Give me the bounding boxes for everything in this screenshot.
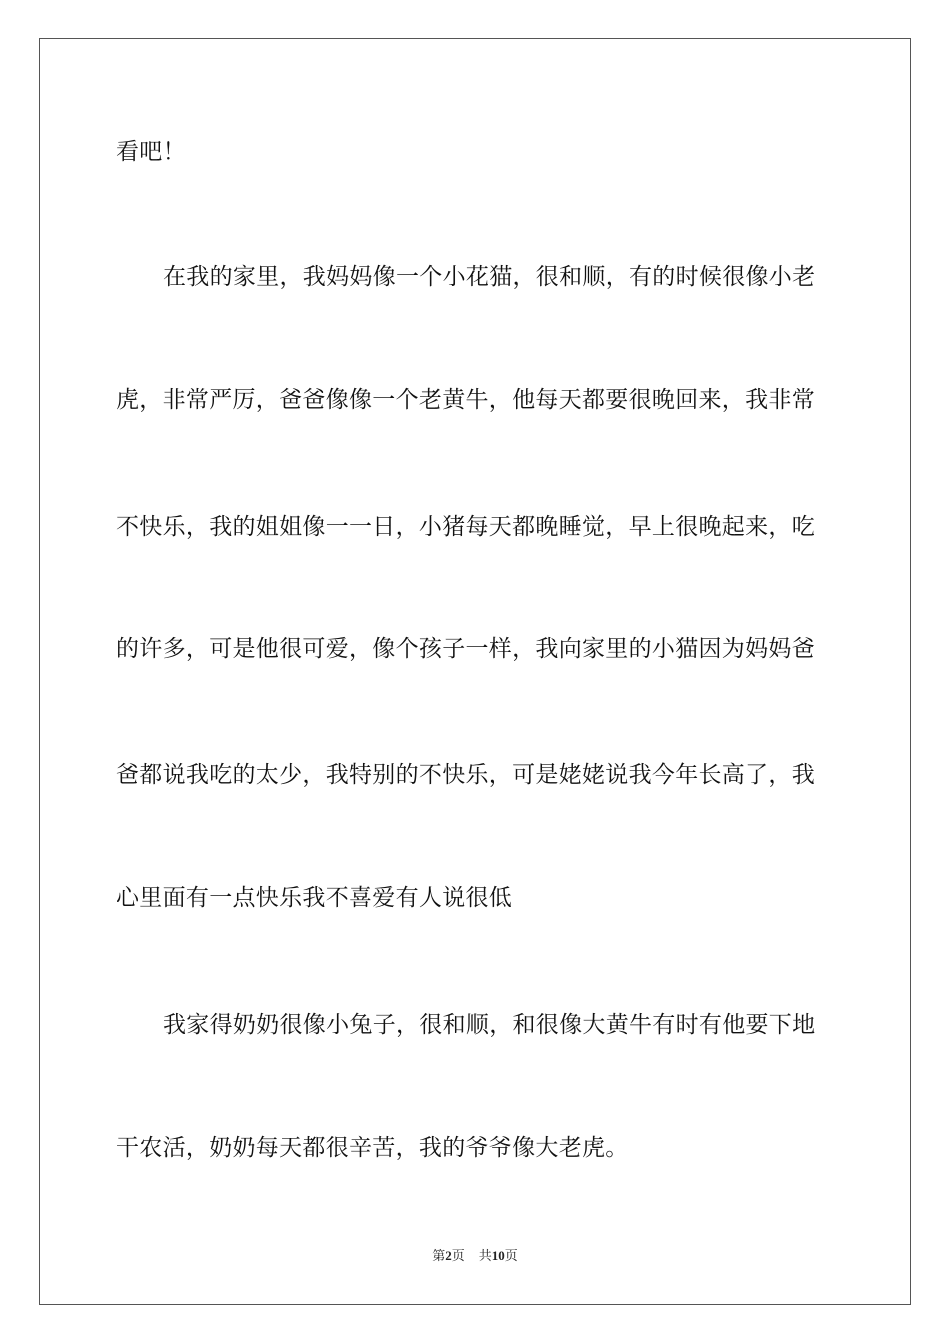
page-border: [39, 38, 911, 1305]
text-line-7: 心里面有一点快乐我不喜爱有人说很低: [116, 885, 513, 911]
text-line-3: 虎，非常严厉，爸爸像像一个老黄牛，他每天都要很晚回来，我非常: [116, 387, 815, 413]
page-prefix: 第: [432, 1248, 446, 1263]
text-line-6: 爸都说我吃的太少，我特别的不快乐，可是姥姥说我今年长高了，我: [116, 762, 815, 788]
page-suffix: 页: [451, 1248, 465, 1263]
text-line-8: 我家得奶奶很像小兔子，很和顺，和很像大黄牛有时有他要下地: [163, 1012, 816, 1038]
total-pages: 10: [491, 1248, 505, 1263]
text-line-4: 不快乐，我的姐姐像一一日，小猪每天都晚睡觉，早上很晚起来，吃: [116, 514, 815, 540]
text-line-5: 的许多，可是他很可爱，像个孩子一样，我向家里的小猫因为妈妈爸: [116, 636, 815, 662]
text-line-2: 在我的家里，我妈妈像一个小花猫，很和顺，有的时候很像小老: [163, 264, 816, 290]
total-suffix: 页: [504, 1248, 518, 1263]
text-line-1: 看吧！: [116, 139, 186, 165]
total-prefix: 共: [478, 1248, 492, 1263]
page-number: 2: [445, 1248, 452, 1263]
text-line-9: 干农活，奶奶每天都很辛苦，我的爷爷像大老虎。: [116, 1135, 629, 1161]
page-footer: [0, 1248, 950, 1264]
